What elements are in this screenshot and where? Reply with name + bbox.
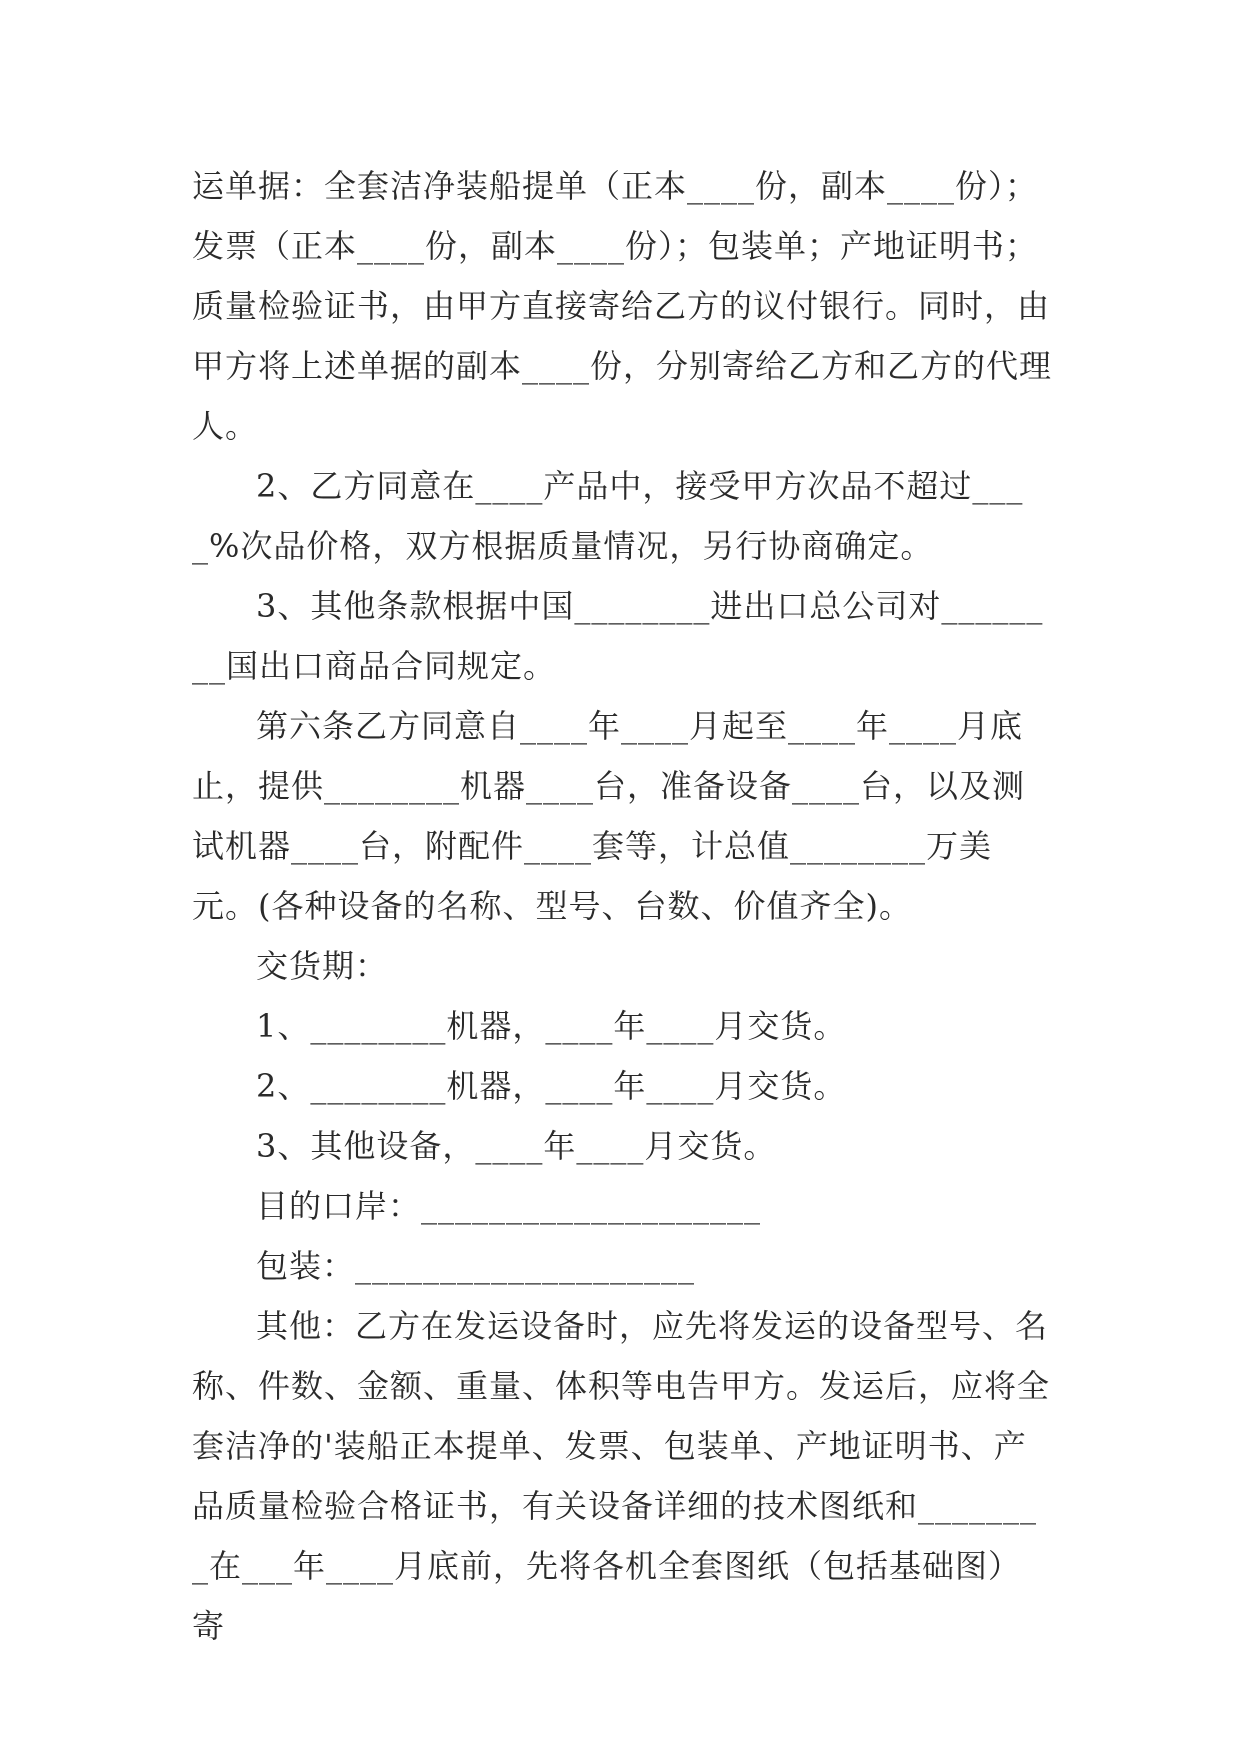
paragraph-delivery-heading: 交货期： — [256, 947, 389, 985]
paragraph-shipping-documents: 运单据：全套洁净装船提单（正本____份，副本____份）；发票（正本____份，副本____份）；包装单；产地证明书；质量检验证书，由甲方直接寄给乙方的议付银行。同时，由甲方将上述单据的副本____份，分别寄给乙方和乙方的代理人。 — [192, 167, 1053, 445]
paragraph-other: 其他：乙方在发运设备时，应先将发运的设备型号、名称、件数、金额、重量、体积等电告甲方。发运后，应将全套洁净的'装船正本提单、发票、包装单、产地证明书、产品质量检验合格证书，有关设备详细的技术图纸和________在___年____月底前，先将各机全套图纸（包括基础图）寄 — [192, 1307, 1051, 1645]
paragraph-destination-port: 目的口岸：____________________ — [256, 1187, 762, 1225]
paragraph-delivery-item-2: 2、________机器，____年____月交货。 — [256, 1067, 847, 1105]
paragraph-packaging: 包装：____________________ — [256, 1247, 696, 1285]
document-body — [192, 156, 1052, 1656]
paragraph-delivery-item-1: 1、________机器，____年____月交货。 — [256, 1007, 847, 1045]
paragraph-delivery-item-3: 3、其他设备，____年____月交货。 — [256, 1127, 777, 1165]
paragraph-clause-3: 3、其他条款根据中国________进出口总公司对________国出口商品合同规定。 — [192, 587, 1044, 685]
paragraph-clause-2: 2、乙方同意在____产品中，接受甲方次品不超过____%次品价格，双方根据质量情况，另行协商确定。 — [192, 467, 1024, 565]
paragraph-article-6: 第六条乙方同意自____年____月起至____年____月底止，提供________机器____台，准备设备____台，以及测试机器____台，附配件____套等，计总值________万美元。(各种设备的名称、型号、台数、价值齐全)。 — [192, 707, 1026, 925]
